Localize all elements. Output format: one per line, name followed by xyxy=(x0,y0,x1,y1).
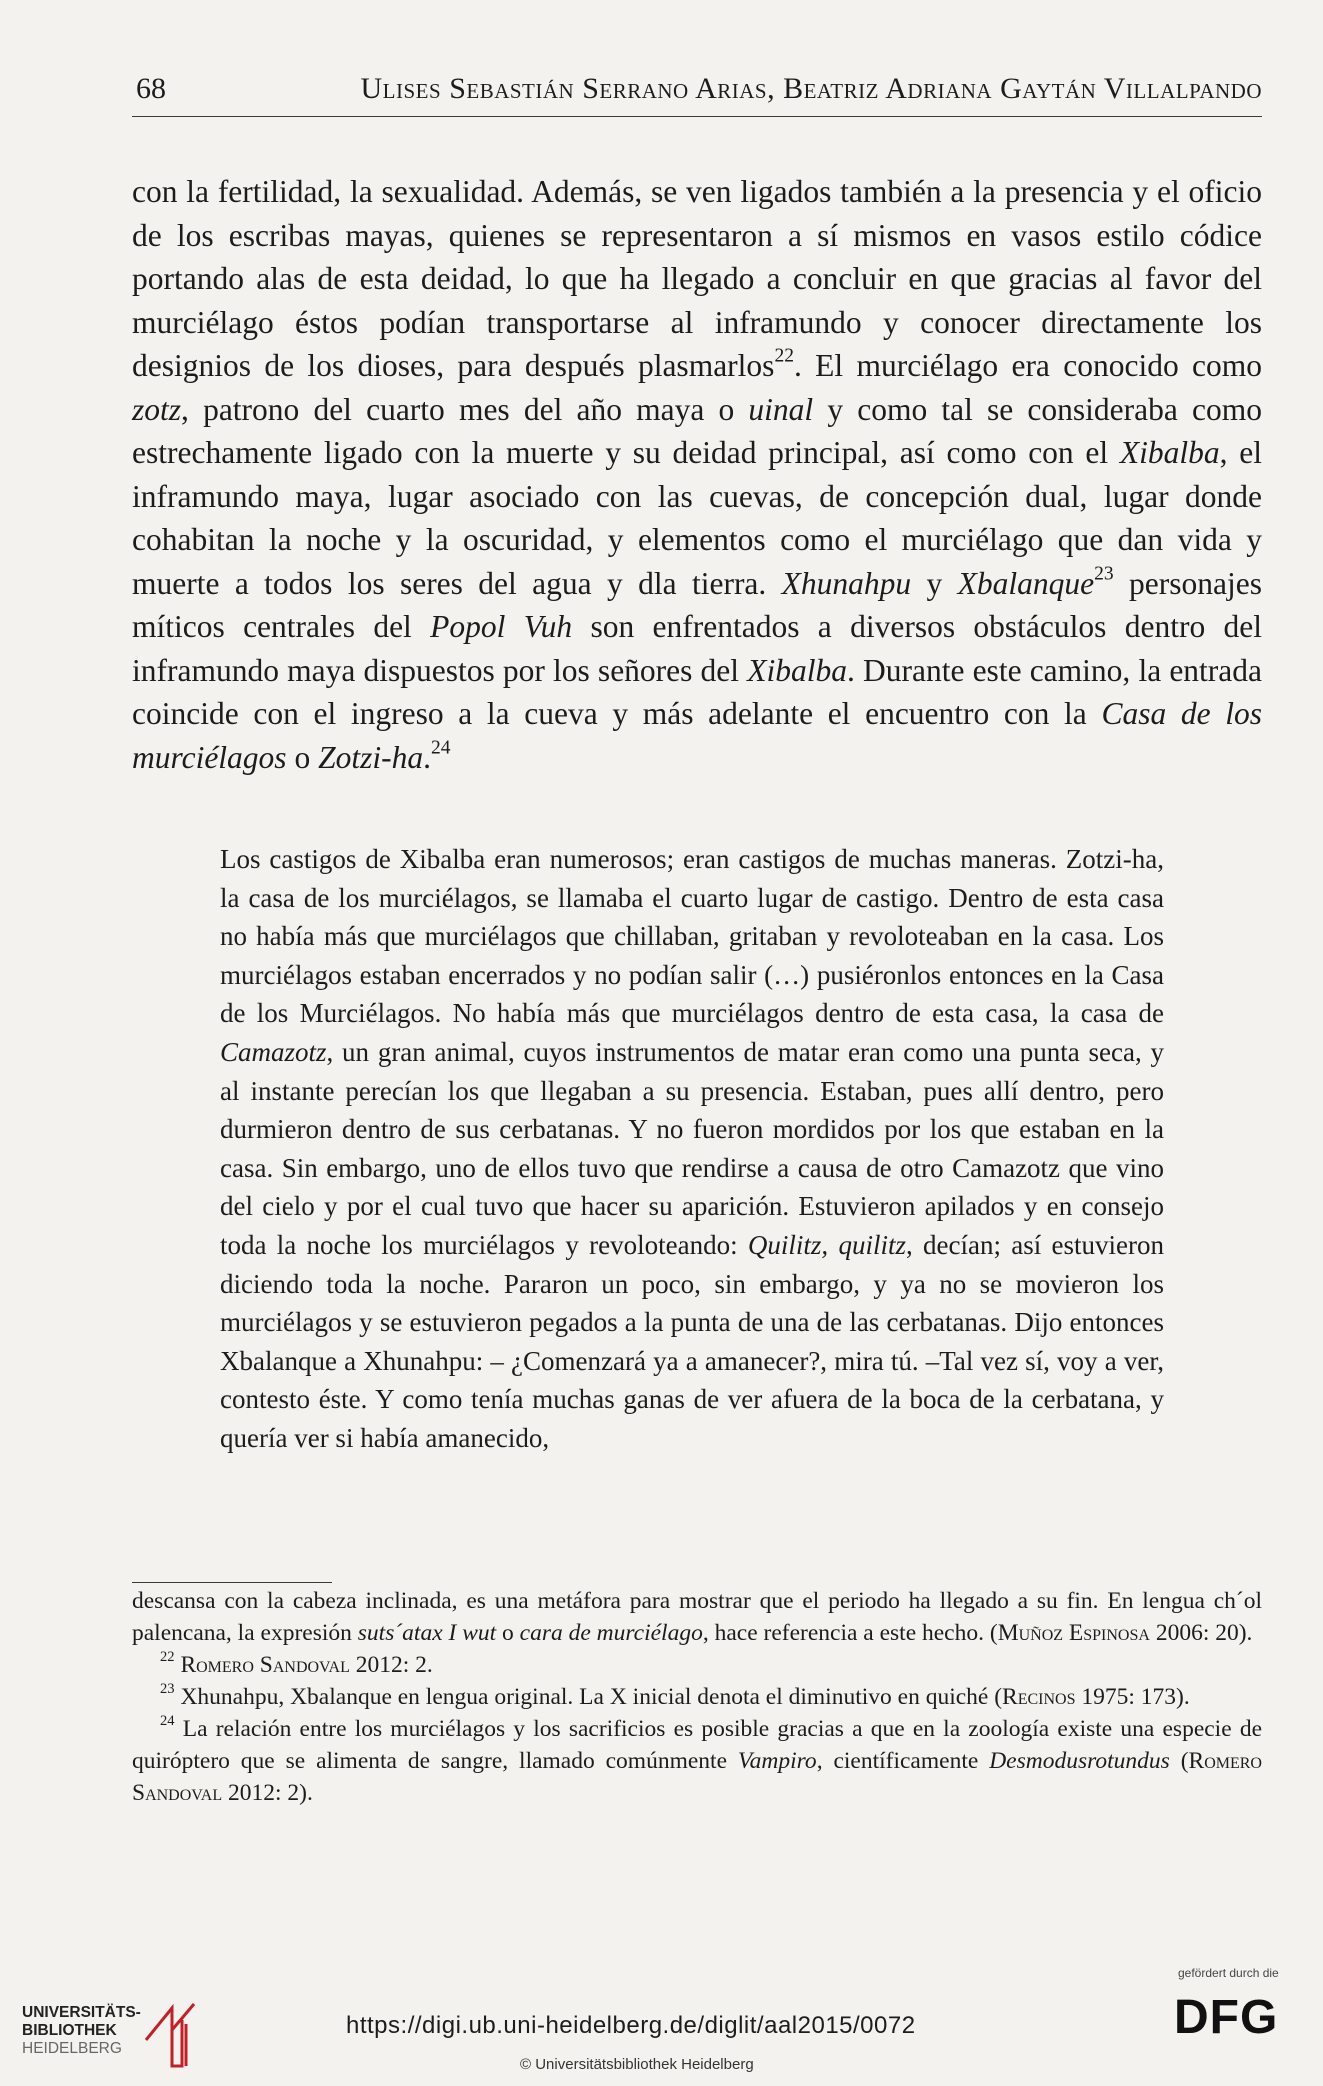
block-quote xyxy=(220,840,1164,1458)
term-xibalba: Xibalba xyxy=(1119,435,1220,470)
page-number: 68 xyxy=(136,72,166,105)
body-paragraph: con la fertilidad, la sexualidad. Además, se ven ligados también a la presencia y el oficio de los escribas mayas, quienes se representaron a sí mismos en vasos estilo códice portando alas de esta deidad, lo que ha llegado a concluir en que gracias al favor del murciélago éstos podían transportarse al inframundo y conocer directamente los designios de los dioses, para después plasmarlos$^{22}$. El murciélago era conocido como zotz, patrono del cuarto mes del año maya o uinal y como tal se consideraba como estrechamente ligado con la muerte y su deidad principal, así como con el Xibalba, el inframundo maya, lugar asociado con las cuevas, de concepción dual, lugar donde cohabitan la noche y la oscuridad, y elementos como el murciélago que dan vida y muerte a todos los seres del agua y dla tierra. Xhunahpu y Xbalanque$^{23}$ personajes míticos centrales del Popol Vuh son enfrentados a diversos obstáculos dentro del inframundo maya dispuestos por los señores del Xibalba. Durante este camino, la entrada coincide con el ingreso a la cueva y más adelante el encuentro con la Casa de los murciélagos o Zotzi-ha.$^{24}$ xyxy=(132,174,1263,775)
library-name: UNIVERSITÄTS- BIBLIOTHEK HEIDELBERG xyxy=(22,2004,141,2057)
term-xhunahpu: Xhunahpu xyxy=(781,565,912,601)
dfg-funding-logo[interactable] xyxy=(1168,1966,1298,2066)
digitization-footer xyxy=(0,1960,1323,2086)
term-popol-vuh: Popol Vuh xyxy=(430,609,573,644)
footnote-continuation: descansa con la cabeza inclinada, es una metáfora para mostrar que el periodo ha llegado a su fin. En lengua ch´ol palencana, la expresión suts´atax I wut o cara de murciélago, hace referencia a este hecho. (Muñoz Espinosa 2006: 20). xyxy=(132,1588,1262,1646)
footnote-24: $^{24}$ La relación entre los murciélagos y los sacrificios es posible gracias a que en la zoología existe una especie de quiróptero que se alimenta de sangre, llamado comúnmente Vampiro, científicamente Desmodusrotundus (Romero Sandoval 2012: 2). xyxy=(132,1713,1262,1806)
footnote-22: $^{22}$ Romero Sandoval 2012: 2. xyxy=(160,1649,433,1678)
term-quilitz: Quilitz, quilitz xyxy=(747,1229,906,1260)
footnote-divider xyxy=(132,1582,332,1583)
term-zotz: zotz xyxy=(132,391,182,427)
term-xibalba: Xibalba xyxy=(747,652,847,688)
footnote-23: $^{23}$ Xhunahpu, Xbalanque en lengua original. La X inicial denota el diminutivo en quiché (Recinos 1975: 173). xyxy=(160,1681,1190,1710)
quote-paragraph: Los castigos de Xibalba eran numerosos; eran castigos de muchas maneras. Zotzi-ha, la casa de los murciélagos, se llamaba el cuarto lugar de castigo. Dentro de esta casa no había más que murciélagos que chillaban, gritaban y revoloteaban en la casa. Los murciélagos estaban encerrados y no podían salir (…) pusiéronlos entonces en la Casa de los Murciélagos. No había más que murciélagos dentro de esta casa, la casa de Camazotz, un gran animal, cuyos instrumentos de matar eran como una punta seca, y al instante perecían los que llegaban a su presencia. Estaban, pues allí dentro, pero durmieron dentro de sus cerbatanas. Y no fueron mordidos por los que estaban en la casa. Sin embargo, uno de ellos tuvo que rendirse a causa de otro Camazotz que vino del cielo y por el cual tuvo que hacer su aparición. Estuvieron apilados y en consejo toda la noche los murciélagos y revoloteando: Quilitz, quilitz, decían; así estuvieron diciendo toda la noche. Pararon un poco, sin embargo, y ya no se movieron los murciélagos y se estuvieron pegados a la punta de una de las cerbatanas. Dijo entonces Xbalanque a Xhunahpu: – ¿Comenzará ya a amanecer?, mira tú. –Tal vez sí, voy a ver, contesto éste. Y como tenía muchas ganas de ver afuera de la boca de la cerbatana, y quería ver si había amanecido, xyxy=(220,844,1165,1453)
term-zotzi-ha: Zotzi-ha xyxy=(318,739,424,775)
footnote-ref-22: 22 xyxy=(774,345,794,367)
running-title: Ulises Sebastián Serrano Arias, Beatriz Adriana Gaytán Villalpando xyxy=(360,72,1262,105)
footnote-ref-24: 24 xyxy=(430,736,451,758)
dfg-logo: DFG xyxy=(1174,1991,1279,2044)
ub-mark-icon xyxy=(142,2000,204,2070)
copyright-notice: © Universitätsbibliothek Heidelberg xyxy=(520,2056,754,2073)
term-uinal: uinal xyxy=(748,391,814,427)
running-head xyxy=(132,72,1262,117)
permalink-url[interactable]: https://digi.ub.uni-heidelberg.de/diglit/aal2015/0072 xyxy=(346,2012,916,2039)
body-text xyxy=(132,170,1262,779)
term-casa-murcielagos: Casa de los murciélagos xyxy=(132,696,1262,775)
term-camazotz: Camazotz xyxy=(220,1036,327,1067)
ub-heidelberg-logo[interactable] xyxy=(22,2004,202,2074)
footnotes xyxy=(132,1585,1262,1809)
footnote-ref-23: 23 xyxy=(1094,562,1114,584)
dfg-caption: gefördert durch die xyxy=(1178,1966,1279,1980)
term-xbalanque: Xbalanque xyxy=(957,565,1095,601)
